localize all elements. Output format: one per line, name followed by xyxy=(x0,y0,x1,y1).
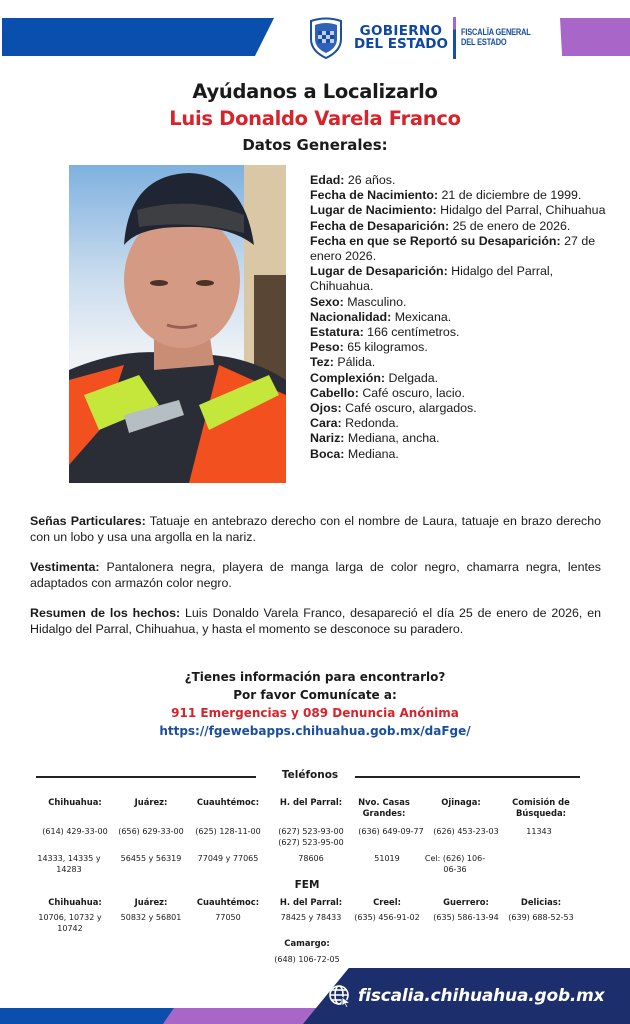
phone-casas-grandes: (636) 649-09-77 xyxy=(358,827,424,836)
agency-line-2: DEL ESTADO xyxy=(460,37,507,48)
ext-ojinaga: Cel: (626) 106-06-36 xyxy=(424,854,486,874)
data-row-complexion: Complexión: Delgada. xyxy=(310,370,439,385)
data-row-estatura: Estatura: 166 centímetros. xyxy=(310,325,460,340)
footer-purple-band xyxy=(163,1008,318,1024)
data-row-fecha-desaparicion: Fecha de Desaparición: 25 de enero de 2026. xyxy=(310,218,571,233)
ext-parral: 78606 xyxy=(298,854,324,863)
footer-website-text: fiscalia.chihuahua.gob.mx xyxy=(358,986,605,1006)
globe-cursor-icon xyxy=(328,984,352,1008)
person-photo-illustration xyxy=(69,165,286,483)
phones-divider-left xyxy=(36,776,256,778)
data-row-lugar-desaparicion: Lugar de Desaparición: Hidalgo del Parral, Chihuahua. xyxy=(310,264,554,294)
phone-comision: 11343 xyxy=(526,827,552,836)
fem-juarez: 50832 y 56801 xyxy=(120,913,182,922)
data-row-nacionalidad: Nacionalidad: Mexicana. xyxy=(310,309,452,324)
page-title: Ayúdanos a Localizarlo xyxy=(192,80,438,103)
ext-cuauhtemoc: 77049 y 77065 xyxy=(197,854,259,863)
fem-city-chihuahua: Chihuahua: xyxy=(48,897,102,907)
footer-website[interactable] xyxy=(328,984,604,1008)
clothing: Vestimenta: Pantalonera negra, playera de manga larga de color negro, chamarra negra, lentes adaptados con armazón color negro. xyxy=(30,560,601,590)
phones-title: Teléfonos xyxy=(281,769,339,781)
data-row-nariz: Nariz: Mediana, ancha. xyxy=(310,431,440,446)
phone-parral: (627) 523-93-00 (627) 523-95-00 xyxy=(278,827,344,847)
emergency-numbers: 911 Emergencias y 089 Denuncia Anónima xyxy=(171,706,459,720)
fem-camargo: (648) 106-72-05 xyxy=(274,955,340,964)
person-name: Luis Donaldo Varela Franco xyxy=(169,107,461,130)
summary-of-events: Resumen de los hechos: Luis Donaldo Varela Franco, desapareció el día 25 de enero de 2026, en Hidalgo del Parral, Chihuahua, y hasta el momento se desconoce su paradero. xyxy=(30,606,601,636)
agency-line-1: FISCALÍA GENERAL xyxy=(460,27,531,38)
particular-signs: Señas Particulares: Tatuaje en antebrazo derecho con el nombre de Laura, tatuaje en brazo derecho con un lobo y usa una argolla en la nariz. xyxy=(30,514,601,544)
data-row-edad: Edad: 26 años. xyxy=(310,173,396,187)
state-shield-icon xyxy=(308,17,344,59)
phone-city-cuauhtemoc: Cuauhtémoc: xyxy=(196,797,260,807)
fem-creel: (635) 456-91-02 xyxy=(354,913,420,922)
contact-please: Por favor Comunícate a: xyxy=(233,688,397,702)
fem-title: FEM xyxy=(294,879,320,891)
data-row-lugar-nacimiento: Lugar de Nacimiento: Hidalgo del Parral, Chihuahua xyxy=(310,203,606,218)
phone-city-ojinaga: Ojinaga: xyxy=(441,797,481,807)
phone-city-juarez: Juárez: xyxy=(134,797,168,807)
fem-delicias: (639) 688-52-53 xyxy=(508,913,574,922)
general-data-list xyxy=(310,173,610,462)
report-url-link[interactable]: https://fgewebapps.chihuahua.gob.mx/daFge/ xyxy=(159,724,471,738)
logo-line-1: GOBIERNO xyxy=(359,23,443,39)
data-row-fecha-nacimiento: Fecha de Nacimiento: 21 de diciembre de 1999. xyxy=(310,188,582,203)
fem-chihuahua: 10706, 10732 y 10742 xyxy=(38,913,102,933)
phone-cuauhtemoc: (625) 128-11-00 xyxy=(195,827,261,836)
phone-city-chihuahua: Chihuahua: xyxy=(48,797,102,807)
ext-juarez: 56455 y 56319 xyxy=(120,854,182,863)
government-logo xyxy=(308,16,550,60)
fem-city-cuauhtemoc: Cuauhtémoc: xyxy=(196,897,260,907)
data-row-tez: Tez: Pálida. xyxy=(310,355,376,370)
header-purple-band xyxy=(560,18,630,56)
ext-chihuahua: 14333, 14335 y 14283 xyxy=(37,854,101,874)
fem-city-parral: H. del Parral: xyxy=(279,897,343,907)
data-row-ojos: Ojos: Café oscuro, alargados. xyxy=(310,401,477,416)
fem-cuauhtemoc: 77050 xyxy=(215,913,241,922)
person-photo xyxy=(69,165,286,483)
logo-divider xyxy=(453,17,456,59)
fem-city-juarez: Juárez: xyxy=(134,897,168,907)
data-row-boca: Boca: Mediana. xyxy=(310,446,399,461)
footer-blue-band xyxy=(0,1008,175,1024)
data-row-sexo: Sexo: Masculino. xyxy=(310,294,407,309)
section-title: Datos Generales: xyxy=(242,136,388,154)
phone-city-comision: Comisión de Búsqueda: xyxy=(512,797,570,818)
logo-line-2: DEL ESTADO xyxy=(354,36,448,52)
phone-city-casas-grandes: Nvo. Casas Grandes: xyxy=(358,797,410,818)
phone-city-parral: H. del Parral: xyxy=(279,797,343,807)
fem-city-delicias: Delicias: xyxy=(520,897,562,907)
data-row-cabello: Cabello: Café oscuro, lacio. xyxy=(310,385,465,400)
phone-juarez: (656) 629-33-00 xyxy=(118,827,184,836)
data-row-fecha-reporte: Fecha en que se Reportó su Desaparición: 27 de enero 2026. xyxy=(310,233,596,264)
fem-parral: 78425 y 78433 xyxy=(280,913,342,922)
phone-chihuahua: (614) 429-33-00 xyxy=(42,827,108,836)
contact-question: ¿Tienes información para encontrarlo? xyxy=(184,670,446,684)
phones-divider-right xyxy=(355,776,580,778)
phone-ojinaga: (626) 453-23-03 xyxy=(433,827,499,836)
fem-city-guerrero: Guerrero: xyxy=(443,897,489,907)
ext-casas-grandes: 51019 xyxy=(374,854,400,863)
fem-guerrero: (635) 586-13-94 xyxy=(433,913,499,922)
data-row-cara: Cara: Redonda. xyxy=(310,416,399,431)
fem-city-creel: Creel: xyxy=(373,897,401,907)
header-blue-band xyxy=(2,18,274,56)
data-row-peso: Peso: 65 kilogramos. xyxy=(310,340,428,355)
fem-city-camargo: Camargo: xyxy=(284,938,330,948)
